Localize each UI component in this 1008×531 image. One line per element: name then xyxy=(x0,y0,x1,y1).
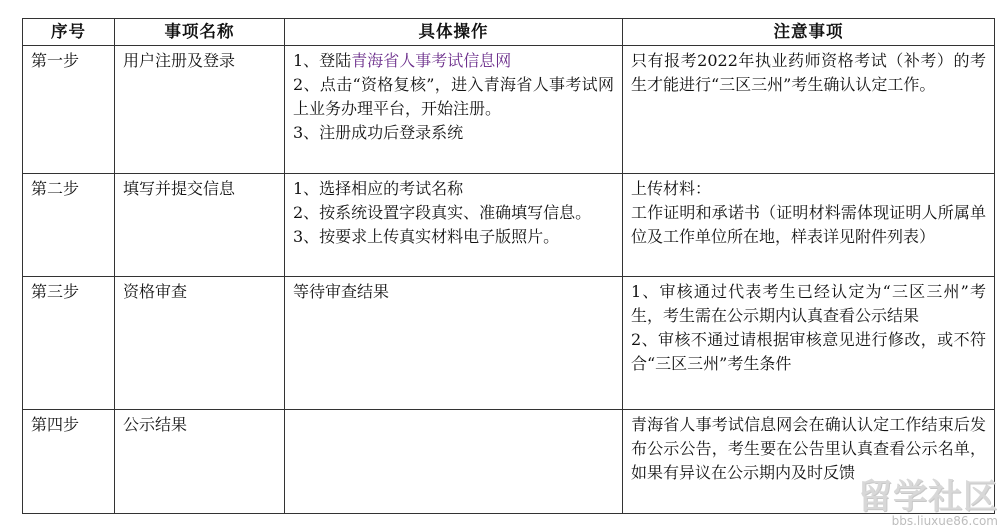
notes-line: 上传材料： xyxy=(631,179,712,198)
operation-line-prefix: 1、登陆 xyxy=(293,51,352,70)
exam-site-link[interactable]: 青海省人事考试信息网 xyxy=(351,51,512,70)
operation-line: 2、按系统设置字段真实、准确填写信息。 xyxy=(293,203,592,222)
notes-cell xyxy=(623,174,995,277)
process-table xyxy=(22,18,995,514)
header-index: 序号 xyxy=(23,19,115,46)
item-cell: 资格审查 xyxy=(115,277,285,410)
operation-cell xyxy=(285,46,623,174)
table-row xyxy=(23,277,995,410)
notes-cell: 青海省人事考试信息网会在确认认定工作结束后发布公示公告，考生要在公告里认真查看公示名单，如果有异议在公示期内及时反馈 xyxy=(623,410,995,514)
table-row xyxy=(23,174,995,277)
header-notes: 注意事项 xyxy=(623,19,995,46)
notes-cell xyxy=(623,277,995,410)
table-row xyxy=(23,410,995,514)
notes-line: 2、审核不通过请根据审核意见进行修改，或不符合“三区三州”考生条件 xyxy=(631,330,986,373)
table-header-row xyxy=(23,19,995,46)
operation-line: 1、选择相应的考试名称 xyxy=(293,179,464,198)
step-cell: 第三步 xyxy=(23,277,115,410)
operation-cell xyxy=(285,410,623,514)
step-cell: 第二步 xyxy=(23,174,115,277)
notes-line: 工作证明和承诺书（证明材料需体现证明人所属单位及工作单位所在地，样表详见附件列表） xyxy=(631,203,986,246)
step-cell: 第四步 xyxy=(23,410,115,514)
operation-cell xyxy=(285,174,623,277)
watermark-url: bbs.liuxue86.com xyxy=(891,514,998,528)
item-cell: 填写并提交信息 xyxy=(115,174,285,277)
notes-line: 1、审核通过代表考生已经认定为“三区三州”考生，考生需在公示期内认真查看公示结果 xyxy=(631,282,986,325)
header-operation: 具体操作 xyxy=(285,19,623,46)
operation-line: 2、点击“资格复核”，进入青海省人事考试网上业务办理平台，开始注册。 xyxy=(293,75,614,118)
table-row xyxy=(23,46,995,174)
operation-cell: 等待审查结果 xyxy=(285,277,623,410)
watermark-logo: 留学社区 xyxy=(858,477,998,517)
step-cell: 第一步 xyxy=(23,46,115,174)
item-cell: 用户注册及登录 xyxy=(115,46,285,174)
operation-line: 3、注册成功后登录系统 xyxy=(293,123,464,142)
operation-line: 3、按要求上传真实材料电子版照片。 xyxy=(293,227,560,246)
item-cell: 公示结果 xyxy=(115,410,285,514)
site-watermark xyxy=(858,479,998,527)
operation-line xyxy=(293,49,614,73)
header-item-name: 事项名称 xyxy=(115,19,285,46)
notes-cell: 只有报考2022年执业药师资格考试（补考）的考生才能进行“三区三州”考生确认认定工作。 xyxy=(623,46,995,174)
